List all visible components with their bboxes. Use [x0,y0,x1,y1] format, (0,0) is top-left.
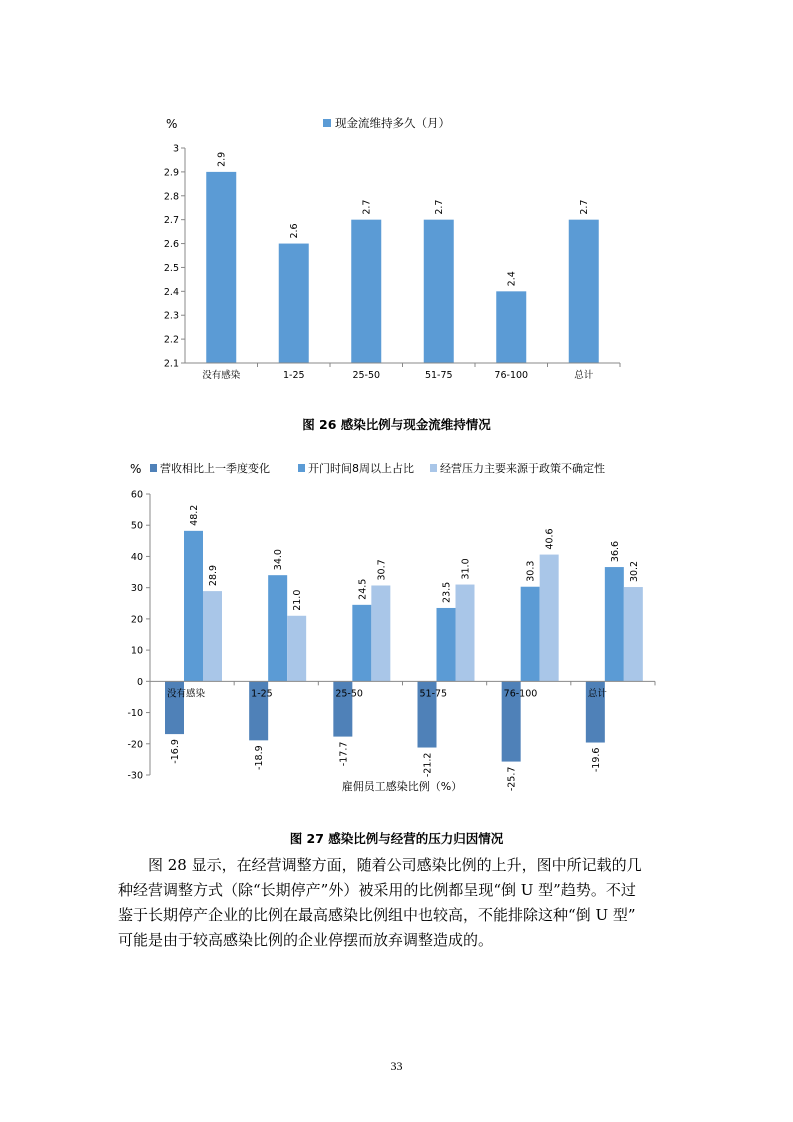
bar [605,567,624,681]
bar [279,244,309,363]
bar-value-label: -18.9 [254,745,266,770]
y-tick-label: 2.2 [163,334,179,346]
bar [206,172,236,363]
paragraph-line: 种经营调整方式（除“长期停产”外）被采用的比例都呈现“倒 U 型”趋势。不过 [118,881,636,899]
legend-label: 经营压力主要来源于政策不确定性 [440,462,605,475]
x-axis-label: 雇佣员工感染比例（%） [341,780,463,793]
x-tick-label: 76-100 [494,370,529,381]
y-tick-label: -10 [127,708,143,720]
y-tick-label: 2.6 [163,239,179,251]
bar-value-label: 24.5 [357,578,369,600]
bar-value-label: 21.0 [292,589,304,611]
paragraph-line: 图 28 显示，在经营调整方面，随着公司感染比例的上升，图中所记载的几 [118,856,642,874]
y-tick-label: 10 [130,645,143,657]
y-tick-label: -20 [127,739,143,751]
bar-value-label: -19.6 [590,747,602,773]
bar-value-label: 2.6 [289,223,301,239]
bar [287,616,306,682]
y-tick-label: 60 [130,489,143,501]
bar-value-label: 2.7 [361,199,373,215]
bar [624,587,643,681]
bar-value-label: -25.7 [506,766,518,792]
legend-swatch [323,119,331,127]
x-tick-label: 没有感染 [167,688,206,700]
y-tick-label: 2.8 [163,191,179,203]
y-tick-label: -30 [127,770,143,782]
body-paragraph [118,853,683,953]
bar-value-label: 48.2 [189,504,200,526]
bar-value-label: 30.3 [525,560,537,582]
bar [268,575,287,681]
bar-value-label: 31.0 [460,558,472,580]
chart-cashflow [0,100,793,400]
bar-value-label: 2.4 [506,271,518,287]
bar-value-label: 34.0 [273,549,285,571]
paragraph-line: 可能是由于较高感染比例的企业停摆而放弃调整造成的。 [118,931,494,949]
chart-pressure-attribution [0,450,793,810]
page-number: 33 [390,1059,403,1073]
bar [569,220,599,363]
y-tick-label: 2.9 [163,167,179,179]
bar [456,585,475,682]
x-tick-label: 51-75 [419,688,448,700]
bar [352,605,371,681]
y-tick-label: 2.5 [163,262,179,274]
bar [184,531,203,681]
bar [437,608,456,681]
x-tick-label: 25-50 [335,688,363,700]
y-tick-label: 0 [136,676,143,688]
bar-value-label: 36.6 [609,540,621,563]
bar [496,291,526,363]
bar [521,587,540,682]
y-tick-label: 2.3 [163,310,179,322]
y-axis-unit: % [130,462,142,476]
y-tick-label: 30 [130,583,143,595]
bar-value-label: -17.7 [338,741,350,767]
x-tick-label: 总计 [587,688,607,700]
bar-value-label: 23.5 [441,581,453,603]
bar [203,591,222,681]
legend-label: 现金流维持多久（月） [335,116,450,130]
bar-value-label: -21.2 [422,752,434,778]
x-tick-label: 1-25 [251,688,273,700]
bar [424,220,454,363]
bar-value-label: 2.7 [434,199,446,215]
x-tick-label: 总计 [574,370,594,381]
figure-27-caption: 图 27 感染比例与经营的压力归因情况 [289,831,504,846]
bar-value-label: 2.7 [579,199,591,215]
legend-swatch [150,464,157,472]
figure-26-caption: 图 26 感染比例与现金流维持情况 [302,417,491,432]
x-tick-label: 76-100 [503,688,538,700]
bar [351,220,381,363]
bar-value-label: 28.9 [208,564,219,587]
legend-swatch [298,464,305,472]
bar [540,555,559,682]
bar [371,585,390,681]
x-tick-label: 没有感染 [202,370,241,381]
y-tick-label: 2.4 [163,286,179,298]
legend-label: 营收相比上一季度变化 [160,462,270,475]
y-tick-label: 3 [172,143,179,155]
bar-value-label: 2.9 [216,151,228,167]
bar-value-label: 30.7 [376,559,388,581]
y-tick-label: 50 [130,520,143,532]
y-tick-label: 2.7 [163,215,179,227]
x-tick-label: 1-25 [282,370,305,381]
legend-swatch [430,464,437,472]
paragraph-line: 鉴于长期停产企业的比例在最高感染比例组中也较高，不能排除这种“倒 U 型” [118,906,636,924]
bar-value-label: 40.6 [544,528,556,550]
x-tick-label: 51-75 [424,370,453,381]
y-tick-label: 40 [130,551,143,563]
bar-value-label: 30.2 [628,560,640,583]
y-axis-unit: % [166,117,178,131]
y-tick-label: 20 [130,614,143,626]
bar-value-label: -16.9 [170,739,181,764]
legend-label: 开门时间8周以上占比 [308,462,414,475]
x-tick-label: 25-50 [352,370,381,381]
y-tick-label: 2.1 [163,358,179,370]
